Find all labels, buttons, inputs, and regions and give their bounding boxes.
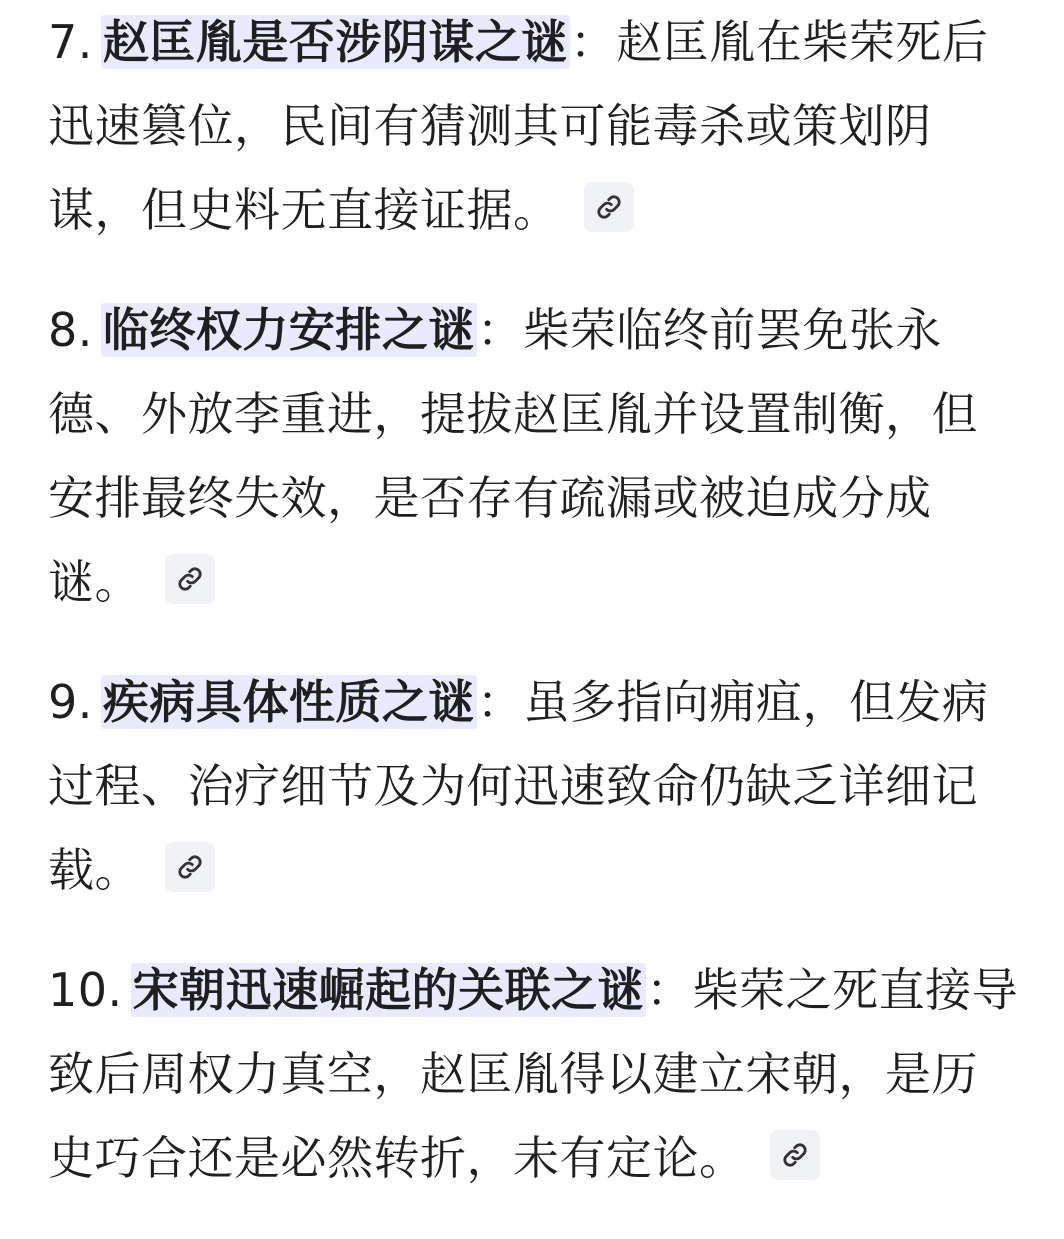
item-title: 赵匡胤是否涉阴谋之谜 [102, 15, 568, 69]
item-number: 8. [48, 303, 93, 357]
item-title: 临终权力安排之谜 [102, 303, 475, 357]
item-title: 疾病具体性质之谜 [102, 675, 475, 729]
list-item [48, 288, 1020, 624]
link-button[interactable] [165, 554, 215, 604]
item-separator: ： [646, 963, 693, 1017]
item-body: 柴荣之死直接导致后周权力真空，赵匡胤得以建立宋朝，是历史巧合还是必然转折，未有定论。 [48, 963, 1019, 1185]
link-button[interactable] [770, 1130, 820, 1180]
item-separator: ： [569, 15, 617, 69]
item-number: 10. [48, 963, 123, 1017]
list-item [48, 948, 1020, 1200]
list-item [48, 660, 1020, 912]
link-icon [781, 1141, 809, 1169]
item-number: 7. [48, 15, 93, 69]
item-number: 9. [48, 675, 93, 729]
link-icon [176, 853, 204, 881]
link-button[interactable] [584, 182, 634, 232]
link-icon [595, 193, 623, 221]
item-title: 宋朝迅速崛起的关联之谜 [132, 963, 645, 1017]
list-item [48, 0, 1020, 252]
item-body: 赵匡胤在柴荣死后迅速篡位，民间有猜测其可能毒杀或策划阴谋，但史料无直接证据。 [48, 15, 989, 237]
item-separator: ： [476, 675, 524, 729]
item-body: 柴荣临终前罢免张永德、外放李重进，提拔赵匡胤并设置制衡，但安排最终失效，是否存有疏漏或被迫成分成谜。 [48, 303, 978, 609]
link-button[interactable] [165, 842, 215, 892]
item-body: 虽多指向痈疽，但发病过程、治疗细节及为何迅速致命仍缺乏详细记载。 [48, 675, 989, 897]
link-icon [176, 565, 204, 593]
item-separator: ： [476, 303, 524, 357]
